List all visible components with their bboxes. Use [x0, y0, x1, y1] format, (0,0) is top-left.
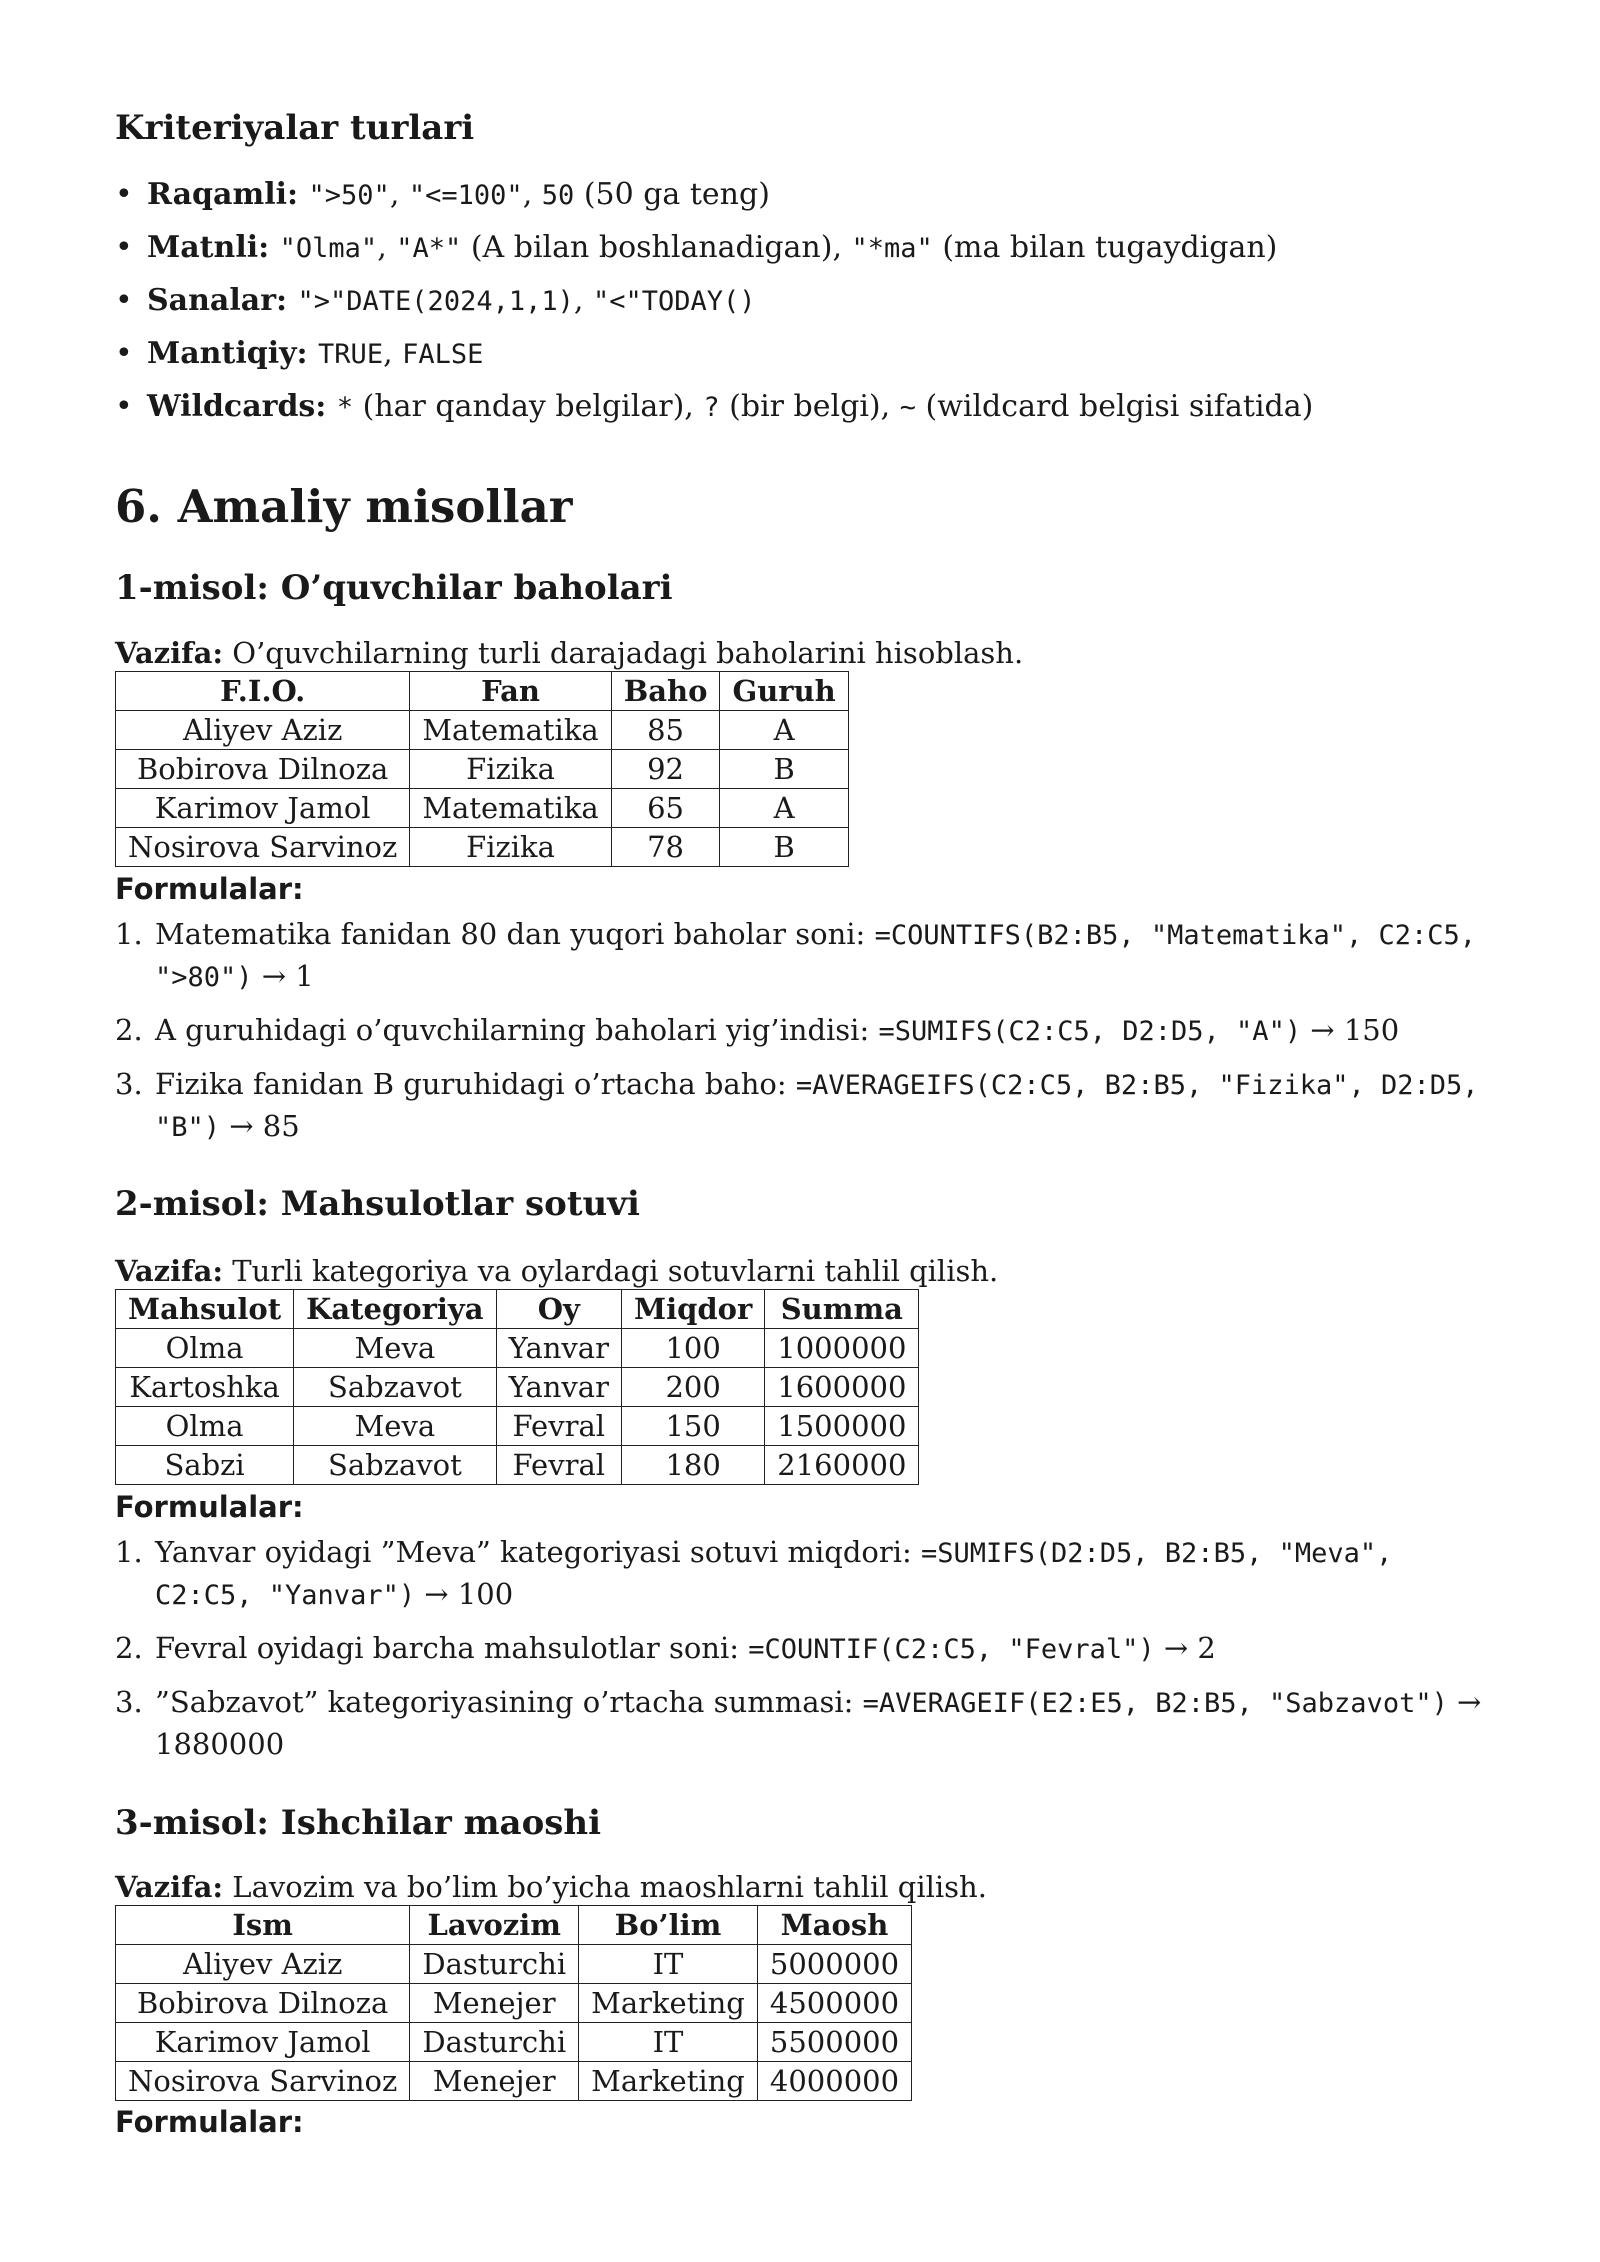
- text-fragment: (har qanday belgilar),: [353, 389, 704, 424]
- table-row: [116, 789, 849, 828]
- criteria-item: [115, 281, 1313, 334]
- table-cell: 78: [611, 828, 720, 867]
- table-cell: Yanvar: [496, 1329, 621, 1368]
- text-fragment: Fevral oyidagi barcha mahsulotlar soni:: [155, 1631, 749, 1665]
- task-text: O’quvchilarning turli darajadagi baholarini hisoblash.: [223, 636, 1024, 670]
- formula-item: [115, 1064, 1495, 1148]
- text-fragment: → 150: [1301, 1013, 1400, 1047]
- code-fragment: "*ma": [851, 233, 933, 264]
- table-cell: 4500000: [757, 1984, 911, 2023]
- example2-task: [115, 1254, 998, 1288]
- table-cell: Sabzi: [116, 1446, 294, 1485]
- criteria-item: [115, 175, 1313, 228]
- code-fragment: TRUE: [318, 339, 384, 370]
- code-fragment: FALSE: [402, 339, 484, 370]
- task-text: Turli kategoriya va oylardagi sotuvlarni tahlil qilish.: [223, 1254, 999, 1288]
- table-row: [116, 1984, 912, 2023]
- text-fragment: ”Sabzavot” kategoriyasining o’rtacha summasi:: [155, 1685, 863, 1719]
- criteria-label: Matnli:: [147, 230, 280, 265]
- table-cell: Matematika: [410, 711, 611, 750]
- code-fragment: =AVERAGEIFS(C2:C5, B2:B5, "Fizika", D2:D5, "B"): [155, 1070, 1479, 1143]
- table-cell: 5000000: [757, 1945, 911, 1984]
- table-cell: Fevral: [496, 1407, 621, 1446]
- text-fragment: → 2: [1154, 1631, 1216, 1665]
- text-fragment: Yanvar oyidagi ”Meva” kategoriyasi sotuvi miqdori:: [155, 1535, 921, 1569]
- formula-item: [115, 1532, 1495, 1616]
- table-cell: 1000000: [765, 1329, 919, 1368]
- table-cell: 1600000: [765, 1368, 919, 1407]
- criteria-item: [115, 228, 1313, 281]
- table-cell: A: [720, 711, 848, 750]
- column-header: Guruh: [720, 672, 848, 711]
- text-fragment: → 1: [252, 959, 314, 993]
- table-cell: Bobirova Dilnoza: [116, 750, 410, 789]
- example2-table: [115, 1289, 919, 1485]
- text-fragment: → 100: [415, 1577, 514, 1611]
- bullet-icon: •: [115, 230, 133, 265]
- table-cell: Olma: [116, 1329, 294, 1368]
- formula-item: [115, 914, 1495, 998]
- criteria-list: [115, 175, 1313, 440]
- code-fragment: ?: [703, 392, 720, 423]
- table-cell: Sabzavot: [294, 1368, 496, 1407]
- section-heading: 6. Amaliy misollar: [115, 480, 573, 533]
- column-header: Baho: [611, 672, 720, 711]
- bullet-icon: •: [115, 336, 133, 371]
- text-fragment: ,: [522, 177, 542, 212]
- table-cell: 200: [621, 1368, 764, 1407]
- text-fragment: → 85: [220, 1109, 300, 1143]
- table-cell: Kartoshka: [116, 1368, 294, 1407]
- formula-number: 2.: [115, 1631, 143, 1665]
- table-cell: 85: [611, 711, 720, 750]
- table-cell: IT: [579, 2023, 758, 2062]
- table-cell: Karimov Jamol: [116, 789, 410, 828]
- table-cell: Fevral: [496, 1446, 621, 1485]
- table-cell: Fizika: [410, 828, 611, 867]
- table-header-row: [116, 1290, 919, 1329]
- criteria-item: [115, 387, 1313, 440]
- table-row: [116, 828, 849, 867]
- bullet-icon: •: [115, 177, 133, 212]
- criteria-item: [115, 334, 1313, 387]
- criteria-label: Mantiqiy:: [147, 336, 319, 371]
- formula-item: [115, 1628, 1495, 1670]
- example1-heading: 1-misol: O’quvchilar baholari: [115, 568, 673, 608]
- task-label: Vazifa:: [115, 1870, 224, 1904]
- formula-number: 2.: [115, 1013, 143, 1047]
- formula-number: 3.: [115, 1685, 143, 1719]
- code-fragment: =AVERAGEIF(E2:E5, B2:B5, "Sabzavot"): [862, 1688, 1448, 1719]
- code-fragment: =COUNTIF(C2:C5, "Fevral"): [748, 1634, 1155, 1665]
- criteria-label: Sanalar:: [147, 283, 298, 318]
- table-cell: 1500000: [765, 1407, 919, 1446]
- text-fragment: (50 ga teng): [574, 177, 770, 212]
- table-cell: Sabzavot: [294, 1446, 496, 1485]
- code-fragment: 50: [541, 180, 575, 211]
- table-row: [116, 1945, 912, 1984]
- text-fragment: ,: [383, 336, 403, 371]
- table-cell: 4000000: [757, 2062, 911, 2101]
- formula-number: 1.: [115, 917, 143, 951]
- table-cell: Yanvar: [496, 1368, 621, 1407]
- example3-table: [115, 1905, 912, 2101]
- table-cell: 92: [611, 750, 720, 789]
- example1-table: [115, 671, 849, 867]
- table-cell: 150: [621, 1407, 764, 1446]
- code-fragment: "<"TODAY(): [592, 286, 756, 317]
- table-header-row: [116, 672, 849, 711]
- column-header: Lavozim: [410, 1906, 579, 1945]
- table-cell: Aliyev Aziz: [116, 711, 410, 750]
- table-cell: Olma: [116, 1407, 294, 1446]
- table-row: [116, 750, 849, 789]
- text-fragment: ,: [389, 177, 409, 212]
- table-row: [116, 711, 849, 750]
- example1-formulas: [115, 914, 1495, 1160]
- column-header: Maosh: [757, 1906, 911, 1945]
- text-fragment: (A bilan boshlanadigan),: [461, 230, 852, 265]
- table-cell: B: [720, 750, 848, 789]
- table-cell: Aliyev Aziz: [116, 1945, 410, 1984]
- table-cell: 65: [611, 789, 720, 828]
- text-fragment: (wildcard belgisi sifatida): [915, 389, 1314, 424]
- text-fragment: Matematika fanidan 80 dan yuqori baholar soni:: [155, 917, 875, 951]
- text-fragment: ,: [573, 283, 593, 318]
- table-cell: Marketing: [579, 2062, 758, 2101]
- code-fragment: =COUNTIFS(B2:B5, "Matematika", C2:C5, ">80"): [155, 920, 1477, 993]
- table-cell: Meva: [294, 1329, 496, 1368]
- criteria-label: Wildcards:: [147, 389, 337, 424]
- table-cell: Dasturchi: [410, 1945, 579, 1984]
- table-cell: Karimov Jamol: [116, 2023, 410, 2062]
- formula-number: 1.: [115, 1535, 143, 1569]
- table-cell: Dasturchi: [410, 2023, 579, 2062]
- column-header: Bo’lim: [579, 1906, 758, 1945]
- code-fragment: =SUMIFS(C2:C5, D2:D5, "A"): [878, 1016, 1302, 1047]
- text-fragment: (ma bilan tugaydigan): [932, 230, 1278, 265]
- table-cell: Menejer: [410, 2062, 579, 2101]
- code-fragment: "Olma": [279, 233, 378, 264]
- table-cell: Fizika: [410, 750, 611, 789]
- table-cell: Nosirova Sarvinoz: [116, 828, 410, 867]
- task-label: Vazifa:: [115, 1254, 224, 1288]
- example1-formulas-label: Formulalar:: [115, 872, 304, 906]
- code-fragment: "A*": [396, 233, 462, 264]
- bullet-icon: •: [115, 283, 133, 318]
- text-fragment: (bir belgi),: [719, 389, 900, 424]
- table-cell: 5500000: [757, 2023, 911, 2062]
- table-cell: Matematika: [410, 789, 611, 828]
- code-fragment: =SUMIFS(D2:D5, B2:B5, "Meva", C2:C5, "Yanvar"): [155, 1538, 1393, 1611]
- example2-formulas: [115, 1532, 1495, 1776]
- text-fragment: A guruhidagi o’quvchilarning baholari yig’indisi:: [155, 1013, 879, 1047]
- table-cell: Marketing: [579, 1984, 758, 2023]
- formula-item: [115, 1682, 1495, 1764]
- table-cell: 180: [621, 1446, 764, 1485]
- column-header: Oy: [496, 1290, 621, 1329]
- task-label: Vazifa:: [115, 636, 224, 670]
- code-fragment: "<=100": [408, 180, 523, 211]
- task-text: Lavozim va bo’lim bo’yicha maoshlarni tahlil qilish.: [223, 1870, 987, 1904]
- table-row: [116, 1329, 919, 1368]
- example3-formulas-label: Formulalar:: [115, 2105, 304, 2139]
- example3-heading: 3-misol: Ishchilar maoshi: [115, 1803, 602, 1843]
- column-header: Summa: [765, 1290, 919, 1329]
- formula-item: [115, 1010, 1495, 1052]
- code-fragment: ~: [899, 392, 916, 423]
- code-fragment: *: [336, 392, 354, 423]
- column-header: F.I.O.: [116, 672, 410, 711]
- text-fragment: → 1880000: [155, 1685, 1482, 1761]
- code-fragment: ">"DATE(2024,1,1): [297, 286, 574, 317]
- code-fragment: ">50": [308, 180, 390, 211]
- example1-task: [115, 636, 1023, 670]
- table-row: [116, 2023, 912, 2062]
- table-cell: 100: [621, 1329, 764, 1368]
- table-row: [116, 1368, 919, 1407]
- text-fragment: ,: [377, 230, 397, 265]
- table-header-row: [116, 1906, 912, 1945]
- table-row: [116, 1407, 919, 1446]
- formula-number: 3.: [115, 1067, 143, 1101]
- criteria-heading: Kriteriyalar turlari: [115, 108, 475, 148]
- column-header: Miqdor: [621, 1290, 764, 1329]
- example3-task: [115, 1870, 987, 1904]
- column-header: Mahsulot: [116, 1290, 294, 1329]
- table-cell: Menejer: [410, 1984, 579, 2023]
- criteria-label: Raqamli:: [147, 177, 309, 212]
- table-cell: B: [720, 828, 848, 867]
- column-header: Ism: [116, 1906, 410, 1945]
- table-row: [116, 2062, 912, 2101]
- table-cell: Bobirova Dilnoza: [116, 1984, 410, 2023]
- table-cell: Nosirova Sarvinoz: [116, 2062, 410, 2101]
- table-row: [116, 1446, 919, 1485]
- example2-heading: 2-misol: Mahsulotlar sotuvi: [115, 1184, 640, 1224]
- example2-formulas-label: Formulalar:: [115, 1490, 304, 1524]
- table-cell: A: [720, 789, 848, 828]
- column-header: Kategoriya: [294, 1290, 496, 1329]
- text-fragment: Fizika fanidan B guruhidagi o’rtacha baho:: [155, 1067, 796, 1101]
- table-cell: 2160000: [765, 1446, 919, 1485]
- bullet-icon: •: [115, 389, 133, 424]
- table-cell: Meva: [294, 1407, 496, 1446]
- table-cell: IT: [579, 1945, 758, 1984]
- column-header: Fan: [410, 672, 611, 711]
